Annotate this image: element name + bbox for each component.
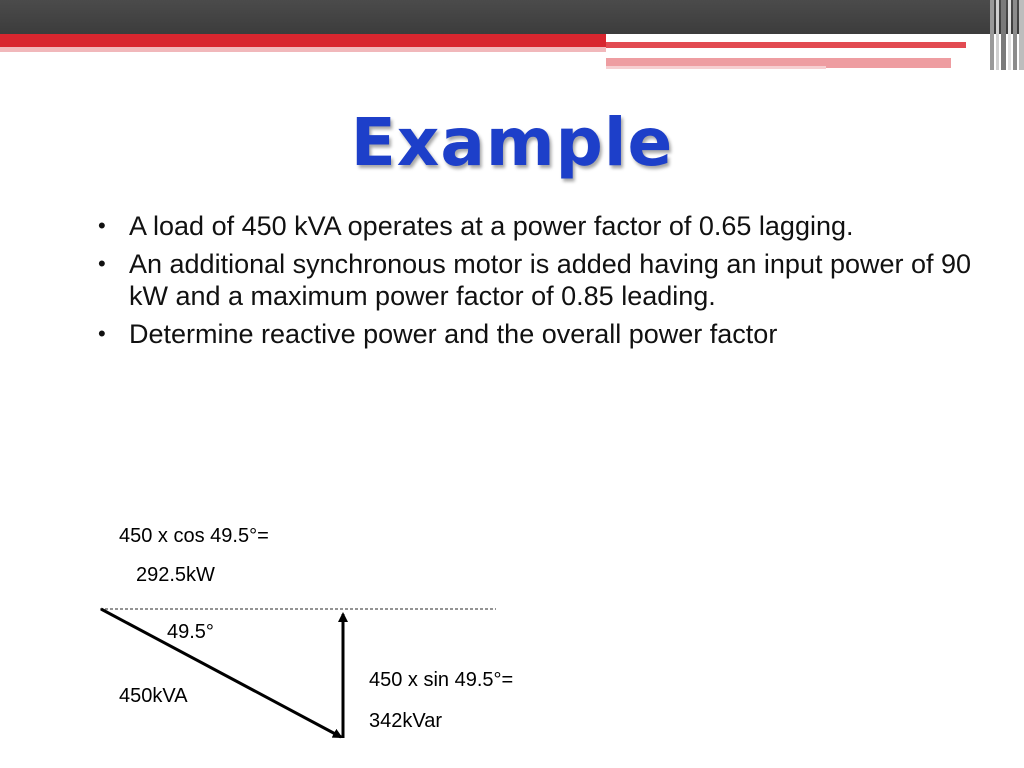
bullet-text: A load of 450 kVA operates at a power factor of 0.65 lagging. xyxy=(129,211,854,241)
apparent-power-label: 450kVA xyxy=(119,685,188,707)
real-power-value: 292.5kW xyxy=(136,564,215,586)
bullet-icon: • xyxy=(98,251,106,276)
angle-label: 49.5° xyxy=(167,621,214,643)
reactive-power-formula: 450 x sin 49.5°= xyxy=(369,669,514,691)
real-power-formula: 450 x cos 49.5°= xyxy=(119,525,269,547)
reactive-power-value: 342kVar xyxy=(369,710,443,732)
bullet-text: Determine reactive power and the overall power factor xyxy=(129,319,778,349)
slide-title: Example xyxy=(350,104,674,181)
bullet-icon: • xyxy=(98,213,106,238)
apparent-power-arrow xyxy=(101,609,341,737)
bullet-icon: • xyxy=(98,321,106,346)
bullet-text: An additional synchronous motor is added having an input power of 90 kW and a maximum power factor of 0.85 leading. xyxy=(129,249,972,311)
